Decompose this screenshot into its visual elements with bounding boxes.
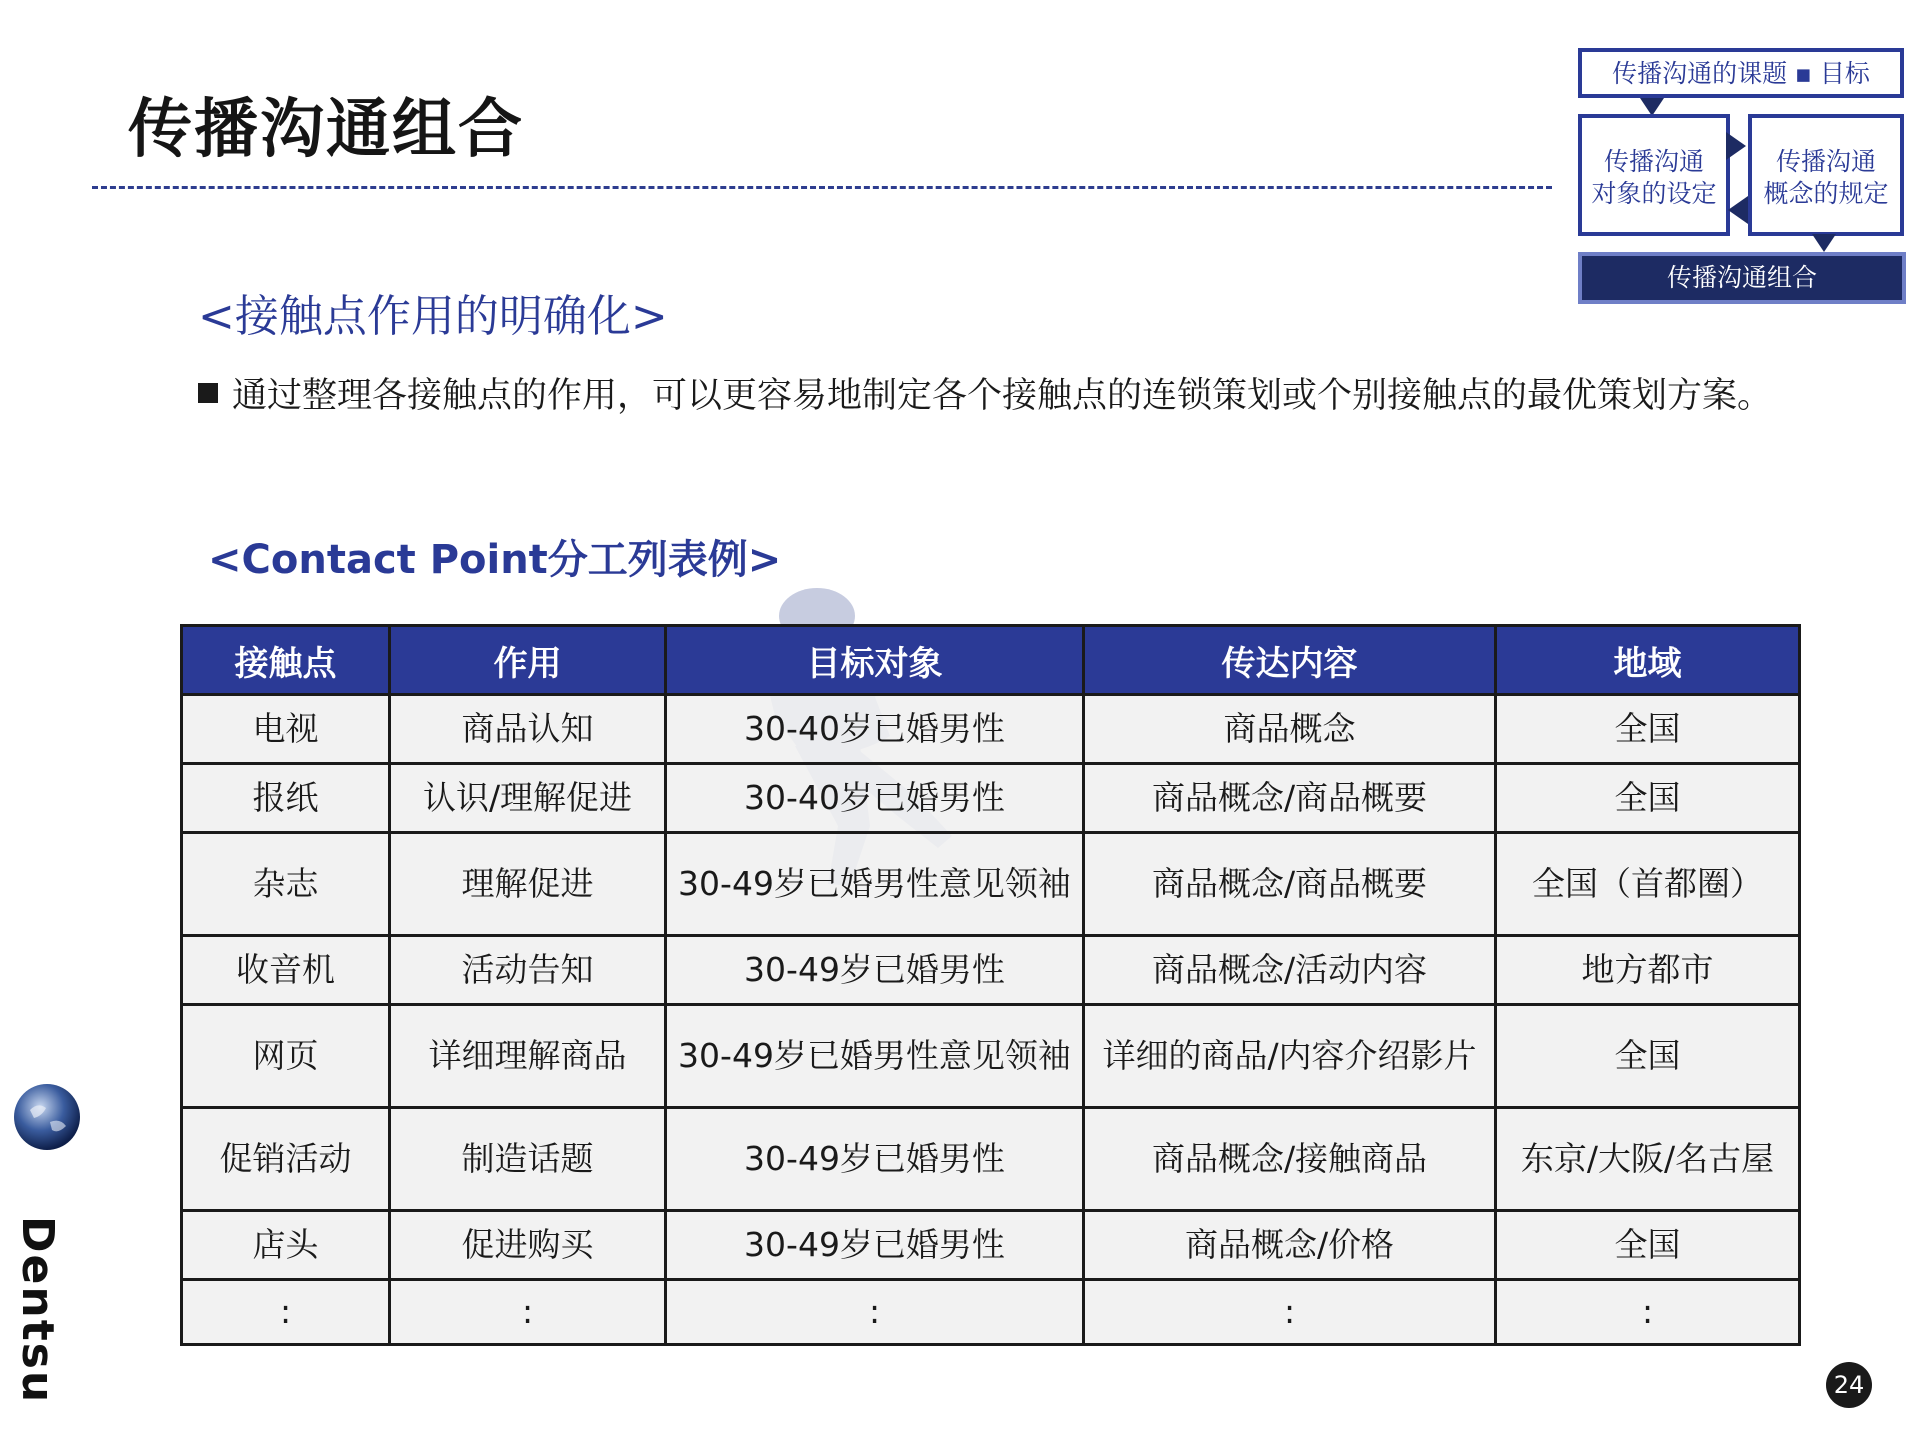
table-cell: 店头 [182,1211,390,1280]
table-cell: 促销活动 [182,1108,390,1211]
table-cell: 30-49岁已婚男性 [666,936,1084,1005]
square-bullet-icon [198,383,218,403]
title-divider [92,186,1552,189]
table-cell: 全国（首都圈） [1496,833,1800,936]
header-region: 地域 [1496,626,1800,695]
bullet-text: 通过整理各接触点的作用，可以更容易地制定各个接触点的连锁策划或个别接触点的最优策划方案。 [232,376,1773,416]
section-subtitle: <接触点作用的明确化> [198,291,668,342]
table-cell: 杂志 [182,833,390,936]
table-cell: 网页 [182,1005,390,1108]
table-cell: : [1496,1280,1800,1345]
table-cell: : [666,1280,1084,1345]
table-cell: 商品概念/价格 [1084,1211,1496,1280]
table-cell: 促进购买 [390,1211,666,1280]
header-role: 作用 [390,626,666,695]
header-message: 传达内容 [1084,626,1496,695]
table-cell: : [182,1280,390,1345]
table-cell: 活动告知 [390,936,666,1005]
table-cell: 地方都市 [1496,936,1800,1005]
flow-step-mix: 传播沟通组合 [1578,252,1906,304]
flow-step-target-line1: 传播沟通 [1603,147,1704,176]
table-cell: 全国 [1496,1005,1800,1108]
table-cell: 全国 [1496,764,1800,833]
header-target: 目标对象 [666,626,1084,695]
dentsu-logo: Dentsu [12,1216,63,1405]
table-row [182,936,1800,1005]
page-number: 24 [1826,1362,1872,1408]
table-row [182,1005,1800,1108]
table-cell: 东京/大阪/名古屋 [1496,1108,1800,1211]
table-cell: : [1084,1280,1496,1345]
contact-point-table [180,624,1801,1346]
table-row [182,764,1800,833]
table-cell: : [390,1280,666,1345]
table-cell: 30-49岁已婚男性意见领袖 [666,833,1084,936]
flow-step-concept-line2: 概念的规定 [1763,179,1889,208]
table-cell: 30-49岁已婚男性 [666,1211,1084,1280]
bullet-paragraph [198,370,1818,422]
flow-step-concept-line1: 传播沟通 [1775,147,1876,176]
header-contact-point: 接触点 [182,626,390,695]
table-row [182,1108,1800,1211]
table-cell: 制造话题 [390,1108,666,1211]
flow-arrow-right-icon [1726,132,1746,160]
table-cell: 30-40岁已婚男性 [666,764,1084,833]
table-row [182,695,1800,764]
table-cell: 商品概念/商品概要 [1084,833,1496,936]
table-row [182,1211,1800,1280]
table-row [182,833,1800,936]
table-cell: 商品概念/接触商品 [1084,1108,1496,1211]
page-title: 传播沟通组合 [128,93,524,167]
table-cell: 收音机 [182,936,390,1005]
table-cell: 商品概念 [1084,695,1496,764]
table-cell: 商品概念/活动内容 [1084,936,1496,1005]
table-cell: 详细理解商品 [390,1005,666,1108]
table-header-row [182,626,1800,695]
table-cell: 报纸 [182,764,390,833]
table-cell: 理解促进 [390,833,666,936]
table-cell: 商品概念/商品概要 [1084,764,1496,833]
table-row [182,1280,1800,1345]
flow-step-target-line2: 对象的设定 [1591,179,1717,208]
table-title: <Contact Point分工列表例> [208,537,782,583]
table-cell: 全国 [1496,695,1800,764]
table-cell: 30-40岁已婚男性 [666,695,1084,764]
flow-arrow-down-icon [1812,234,1836,252]
globe-icon [12,1082,82,1152]
table-cell: 商品认知 [390,695,666,764]
table-cell: 全国 [1496,1211,1800,1280]
table-cell: 30-49岁已婚男性意见领袖 [666,1005,1084,1108]
flow-step-goal: 传播沟通的课题 ▪ 目标 [1578,48,1904,98]
table-cell: 详细的商品/内容介绍影片 [1084,1005,1496,1108]
flow-step-target [1578,114,1730,236]
flow-arrow-left-icon [1728,196,1748,224]
table-cell: 认识/理解促进 [390,764,666,833]
table-cell: 30-49岁已婚男性 [666,1108,1084,1211]
table-cell: 电视 [182,695,390,764]
flow-step-concept [1748,114,1904,236]
